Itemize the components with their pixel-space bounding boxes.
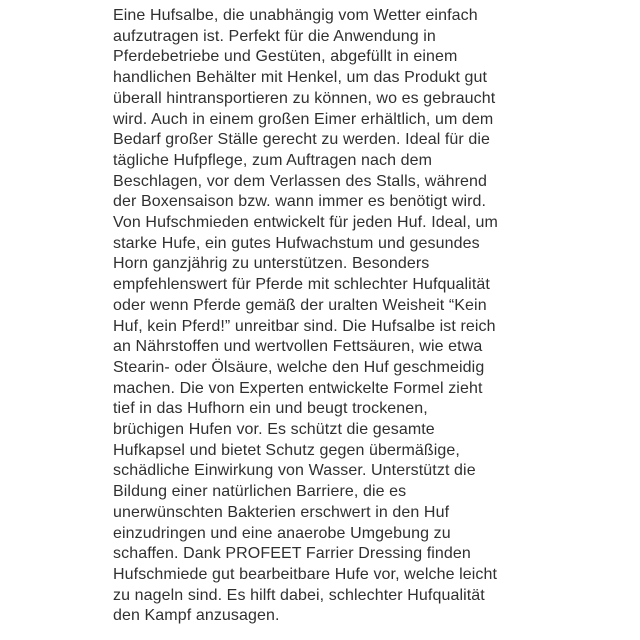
description-line: Bildung einer natürlichen Barriere, die es: [113, 483, 407, 501]
description-line: den Kampf anzusagen.: [113, 607, 280, 625]
description-line: der Boxensaison bzw. wann immer es benötigt wird.: [113, 193, 487, 211]
product-description-text: [113, 6, 563, 627]
description-line: Pferdebetriebe und Gestüten, abgefüllt in einem: [113, 48, 458, 66]
description-line: brüchigen Hufen vor. Es schützt die gesamte: [113, 421, 435, 439]
description-line: Bedarf großer Ställe gerecht zu werden. Ideal für die: [113, 131, 491, 149]
description-line: Stearin- oder Ölsäure, welche den Huf geschmeidig: [113, 358, 485, 376]
description-line: einzudringen und eine anaerobe Umgebung zu: [113, 524, 451, 542]
description-line: aufzutragen ist. Perfekt für die Anwendung in: [113, 27, 436, 45]
description-line: an Nährstoffen und wertvollen Fettsäuren, wie etwa: [113, 338, 483, 356]
description-line: starke Hufe, ein gutes Hufwachstum und gesundes: [113, 234, 480, 252]
description-line: Horn ganzjährig zu unterstützen. Besonders: [113, 255, 430, 273]
description-line: überall hintransportieren zu können, wo es gebraucht: [113, 89, 496, 107]
description-line: Von Hufschmieden entwickelt für jeden Huf. Ideal, um: [113, 214, 498, 232]
description-line: machen. Die von Experten entwickelte Formel zieht: [113, 379, 483, 397]
description-line: handlichen Behälter mit Henkel, um das Produkt gut: [113, 69, 488, 87]
description-line: Hufkapsel und bietet Schutz gegen übermäßige,: [113, 441, 460, 459]
description-line: Huf, kein Pferd!” unreitbar sind. Die Hufsalbe ist reich: [113, 317, 496, 335]
description-line: wird. Auch in einem großen Eimer erhältlich, um dem: [113, 110, 494, 128]
description-line: schaffen. Dank PROFEET Farrier Dressing finden: [113, 545, 471, 563]
description-line: schädliche Einwirkung von Wasser. Unterstützt die: [113, 462, 476, 480]
description-line: Beschlagen, vor dem Verlassen des Stalls, während: [113, 172, 487, 190]
description-line: empfehlenswert für Pferde mit schlechter Hufqualität: [113, 276, 490, 294]
description-line: unerwünschten Bakterien erschwert in den Huf: [113, 503, 450, 521]
description-line: zu nageln sind. Es hilft dabei, schlechter Hufqualität: [113, 586, 485, 604]
description-line: tief in das Hufhorn ein und beugt trockenen,: [113, 400, 428, 418]
description-line: oder wenn Pferde gemäß der uralten Weisheit “Kein: [113, 296, 487, 314]
description-line: Eine Hufsalbe, die unabhängig vom Wetter einfach: [113, 7, 478, 24]
description-line: tägliche Hufpflege, zum Auftragen nach dem: [113, 151, 433, 169]
description-line: Hufschmiede gut bearbeitbare Hufe vor, welche leicht: [113, 565, 498, 583]
